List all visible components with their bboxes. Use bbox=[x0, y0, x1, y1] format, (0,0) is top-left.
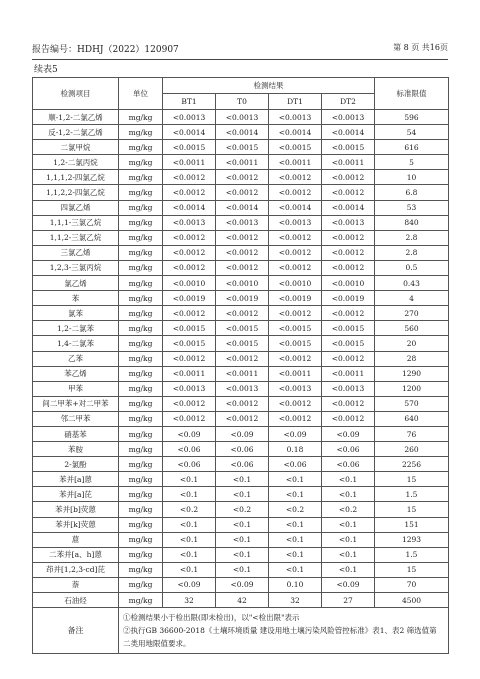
cell-value-bt1: <0.09 bbox=[163, 426, 216, 441]
cell-unit: mg/kg bbox=[119, 562, 163, 577]
cell-value-bt1: <0.1 bbox=[163, 472, 216, 487]
cell-value-bt1: <0.0015 bbox=[163, 336, 216, 351]
table-row bbox=[33, 170, 449, 185]
cell-limit: 2.8 bbox=[375, 245, 449, 260]
cell-value-dt2: <0.0014 bbox=[322, 200, 375, 215]
cell-item: 1,1,1,2-四氯乙烷 bbox=[33, 170, 119, 185]
cell-value-dt1: <0.0014 bbox=[269, 200, 322, 215]
cell-value-bt1: <0.0014 bbox=[163, 125, 216, 140]
cell-value-dt2: <0.0012 bbox=[322, 411, 375, 426]
cell-unit: mg/kg bbox=[119, 185, 163, 200]
cell-item: 氯乙烯 bbox=[33, 276, 119, 291]
cell-unit: mg/kg bbox=[119, 125, 163, 140]
cell-value-t0: <0.1 bbox=[216, 517, 269, 532]
cell-limit: 616 bbox=[375, 140, 449, 155]
cell-value-t0: <0.0012 bbox=[216, 260, 269, 275]
table-row bbox=[33, 502, 449, 517]
cell-item: 二氯甲烷 bbox=[33, 140, 119, 155]
table-row bbox=[33, 396, 449, 411]
cell-value-dt1: 0.10 bbox=[269, 577, 322, 592]
cell-unit: mg/kg bbox=[119, 577, 163, 592]
cell-limit: 260 bbox=[375, 442, 449, 457]
cell-value-bt1: <0.0010 bbox=[163, 276, 216, 291]
cell-limit: 53 bbox=[375, 200, 449, 215]
cell-unit: mg/kg bbox=[119, 245, 163, 260]
cell-unit: mg/kg bbox=[119, 426, 163, 441]
cell-item: 苯并[b]荧蒽 bbox=[33, 502, 119, 517]
notes-cell bbox=[119, 608, 449, 654]
col-header-item: 检测项目 bbox=[33, 78, 119, 110]
cell-value-dt1: <0.0015 bbox=[269, 140, 322, 155]
cell-value-dt1: <0.1 bbox=[269, 517, 322, 532]
cell-value-dt1: <0.0010 bbox=[269, 276, 322, 291]
cell-limit: 28 bbox=[375, 351, 449, 366]
cell-value-dt1: <0.0013 bbox=[269, 381, 322, 396]
header-rule bbox=[32, 59, 448, 60]
cell-value-dt2: <0.0014 bbox=[322, 125, 375, 140]
cell-item: 石油烃 bbox=[33, 593, 119, 608]
cell-value-bt1: <0.1 bbox=[163, 562, 216, 577]
cell-item: 氯苯 bbox=[33, 306, 119, 321]
table-row bbox=[33, 185, 449, 200]
cell-value-bt1: <0.1 bbox=[163, 532, 216, 547]
col-header-unit: 单位 bbox=[119, 78, 163, 110]
cell-unit: mg/kg bbox=[119, 457, 163, 472]
cell-unit: mg/kg bbox=[119, 306, 163, 321]
cell-value-bt1: <0.06 bbox=[163, 457, 216, 472]
cell-item: 间二甲苯+对二甲苯 bbox=[33, 396, 119, 411]
table-row bbox=[33, 517, 449, 532]
cell-value-t0: <0.0011 bbox=[216, 366, 269, 381]
cell-value-t0: <0.0015 bbox=[216, 321, 269, 336]
table-row bbox=[33, 562, 449, 577]
cell-item: 三氯乙烯 bbox=[33, 245, 119, 260]
cell-value-dt2: <0.0015 bbox=[322, 321, 375, 336]
cell-limit: 570 bbox=[375, 396, 449, 411]
cell-value-bt1: <0.0012 bbox=[163, 260, 216, 275]
cell-value-dt1: <0.0015 bbox=[269, 336, 322, 351]
table-row bbox=[33, 155, 449, 170]
cell-limit: 15 bbox=[375, 472, 449, 487]
cell-limit: 76 bbox=[375, 426, 449, 441]
cell-item: 1,1,2,2-四氯乙烷 bbox=[33, 185, 119, 200]
cell-limit: 640 bbox=[375, 411, 449, 426]
note-label: 备注 bbox=[33, 608, 119, 654]
cell-value-bt1: <0.0012 bbox=[163, 245, 216, 260]
cell-limit: 2.8 bbox=[375, 230, 449, 245]
cell-item: 顺-1,2-二氯乙烯 bbox=[33, 110, 119, 125]
cell-value-dt2: <0.0015 bbox=[322, 336, 375, 351]
table-row bbox=[33, 351, 449, 366]
cell-limit: 5 bbox=[375, 155, 449, 170]
page-info: 第 8 页 共16页 bbox=[393, 43, 448, 52]
cell-value-t0: <0.0013 bbox=[216, 110, 269, 125]
cell-value-bt1: <0.0012 bbox=[163, 170, 216, 185]
cell-value-dt1: <0.0012 bbox=[269, 185, 322, 200]
table-row bbox=[33, 110, 449, 125]
cell-unit: mg/kg bbox=[119, 140, 163, 155]
cell-value-dt2: <0.1 bbox=[322, 472, 375, 487]
cell-value-dt2: <0.0012 bbox=[322, 185, 375, 200]
cell-value-bt1: <0.0014 bbox=[163, 200, 216, 215]
cell-item: 苯并[a]芘 bbox=[33, 487, 119, 502]
col-header-dt2: DT2 bbox=[322, 94, 375, 110]
table-row bbox=[33, 487, 449, 502]
table-row bbox=[33, 230, 449, 245]
cell-value-dt1: <0.09 bbox=[269, 426, 322, 441]
cell-limit: 1290 bbox=[375, 366, 449, 381]
cell-value-dt1: <0.0011 bbox=[269, 155, 322, 170]
col-header-results: 检测结果 bbox=[163, 78, 375, 94]
cell-value-bt1: <0.0012 bbox=[163, 230, 216, 245]
cell-item: 2-氯酚 bbox=[33, 457, 119, 472]
cell-value-dt2: <0.0012 bbox=[322, 230, 375, 245]
cell-item: 苯并[a]蒽 bbox=[33, 472, 119, 487]
cell-value-t0: <0.0010 bbox=[216, 276, 269, 291]
cell-value-t0: <0.0011 bbox=[216, 155, 269, 170]
table-row bbox=[33, 547, 449, 562]
table-row bbox=[33, 411, 449, 426]
cell-item: 1,2-二氯丙烷 bbox=[33, 155, 119, 170]
cell-item: 反-1,2-二氯乙烯 bbox=[33, 125, 119, 140]
cell-unit: mg/kg bbox=[119, 593, 163, 608]
table-row bbox=[33, 366, 449, 381]
table-row bbox=[33, 200, 449, 215]
cell-value-t0: <0.0015 bbox=[216, 336, 269, 351]
cell-item: 苯并[k]荧蒽 bbox=[33, 517, 119, 532]
cell-unit: mg/kg bbox=[119, 291, 163, 306]
cell-value-dt1: <0.0014 bbox=[269, 125, 322, 140]
cell-value-dt1: <0.0012 bbox=[269, 306, 322, 321]
cell-limit: 596 bbox=[375, 110, 449, 125]
cell-value-t0: <0.1 bbox=[216, 547, 269, 562]
cell-value-dt2: <0.0012 bbox=[322, 396, 375, 411]
cell-value-t0: 42 bbox=[216, 593, 269, 608]
cell-value-dt1: <0.1 bbox=[269, 472, 322, 487]
cell-value-dt2: <0.0010 bbox=[322, 276, 375, 291]
cell-value-t0: <0.0012 bbox=[216, 245, 269, 260]
cell-value-dt2: <0.0013 bbox=[322, 215, 375, 230]
cell-value-dt2: <0.0013 bbox=[322, 110, 375, 125]
cell-unit: mg/kg bbox=[119, 200, 163, 215]
cell-unit: mg/kg bbox=[119, 170, 163, 185]
cell-item: 苯 bbox=[33, 291, 119, 306]
cell-value-dt1: <0.1 bbox=[269, 532, 322, 547]
cell-value-bt1: <0.0015 bbox=[163, 140, 216, 155]
table-row bbox=[33, 260, 449, 275]
cell-value-dt2: <0.2 bbox=[322, 502, 375, 517]
table-row bbox=[33, 442, 449, 457]
cell-value-bt1: <0.0012 bbox=[163, 351, 216, 366]
cell-unit: mg/kg bbox=[119, 351, 163, 366]
cell-unit: mg/kg bbox=[119, 155, 163, 170]
cell-value-dt1: <0.0012 bbox=[269, 351, 322, 366]
cell-value-t0: <0.06 bbox=[216, 442, 269, 457]
cell-value-dt1: <0.0012 bbox=[269, 260, 322, 275]
table-row bbox=[33, 215, 449, 230]
cell-unit: mg/kg bbox=[119, 215, 163, 230]
cell-limit: 15 bbox=[375, 502, 449, 517]
cell-unit: mg/kg bbox=[119, 336, 163, 351]
cell-value-dt2: <0.09 bbox=[322, 577, 375, 592]
cell-limit: 840 bbox=[375, 215, 449, 230]
cell-value-t0: <0.0012 bbox=[216, 351, 269, 366]
cell-value-dt1: <0.0012 bbox=[269, 230, 322, 245]
table-row bbox=[33, 306, 449, 321]
cell-limit: 20 bbox=[375, 336, 449, 351]
cell-value-dt1: <0.1 bbox=[269, 562, 322, 577]
cell-limit: 54 bbox=[375, 125, 449, 140]
cell-value-t0: <0.1 bbox=[216, 562, 269, 577]
cell-value-t0: <0.0019 bbox=[216, 291, 269, 306]
cell-value-dt2: <0.0013 bbox=[322, 381, 375, 396]
cell-value-dt2: <0.1 bbox=[322, 547, 375, 562]
cell-limit: 6.8 bbox=[375, 185, 449, 200]
cell-limit: 270 bbox=[375, 306, 449, 321]
cell-limit: 1293 bbox=[375, 532, 449, 547]
cell-unit: mg/kg bbox=[119, 487, 163, 502]
cell-value-t0: <0.0012 bbox=[216, 396, 269, 411]
cell-item: 1,2-二氯苯 bbox=[33, 321, 119, 336]
col-header-t0: T0 bbox=[216, 94, 269, 110]
cell-value-dt1: <0.0011 bbox=[269, 366, 322, 381]
cell-item: 1,2,3-三氯丙烷 bbox=[33, 260, 119, 275]
cell-value-dt1: <0.0012 bbox=[269, 411, 322, 426]
cell-value-dt1: 32 bbox=[269, 593, 322, 608]
cell-value-dt2: <0.0012 bbox=[322, 245, 375, 260]
cell-value-t0: <0.0012 bbox=[216, 306, 269, 321]
cell-value-t0: <0.09 bbox=[216, 426, 269, 441]
cell-value-bt1: <0.0012 bbox=[163, 185, 216, 200]
cell-value-bt1: <0.0013 bbox=[163, 110, 216, 125]
cell-value-dt2: <0.0012 bbox=[322, 351, 375, 366]
cell-unit: mg/kg bbox=[119, 321, 163, 336]
cell-item: 苯乙烯 bbox=[33, 366, 119, 381]
cell-value-dt2: <0.0012 bbox=[322, 260, 375, 275]
cell-value-dt1: 0.18 bbox=[269, 442, 322, 457]
cell-value-dt1: <0.1 bbox=[269, 547, 322, 562]
cell-limit: 151 bbox=[375, 517, 449, 532]
note-2: ②执行GB 36600-2018《土壤环境质量 建设用地土壤污染风险管控标准》表1、表2 筛选值第二类用地限值要求。 bbox=[123, 626, 437, 649]
cell-limit: 4500 bbox=[375, 593, 449, 608]
cell-value-bt1: <0.1 bbox=[163, 517, 216, 532]
table-row bbox=[33, 276, 449, 291]
table-row bbox=[33, 381, 449, 396]
col-header-dt1: DT1 bbox=[269, 94, 322, 110]
cell-value-dt1: <0.2 bbox=[269, 502, 322, 517]
cell-value-t0: <0.2 bbox=[216, 502, 269, 517]
cell-value-bt1: <0.0012 bbox=[163, 396, 216, 411]
table-row bbox=[33, 532, 449, 547]
results-table bbox=[32, 77, 449, 654]
cell-value-t0: <0.09 bbox=[216, 577, 269, 592]
cell-value-dt1: <0.0013 bbox=[269, 215, 322, 230]
table-row bbox=[33, 321, 449, 336]
cell-value-t0: <0.0012 bbox=[216, 185, 269, 200]
cell-item: 苯胺 bbox=[33, 442, 119, 457]
cell-limit: 10 bbox=[375, 170, 449, 185]
note-1: ①检测结果小于检出限(即未检出)，以"<检出限"表示 bbox=[123, 613, 300, 623]
cell-value-bt1: <0.0011 bbox=[163, 155, 216, 170]
cell-unit: mg/kg bbox=[119, 110, 163, 125]
cell-value-dt1: <0.0012 bbox=[269, 170, 322, 185]
cell-value-t0: <0.1 bbox=[216, 532, 269, 547]
cell-limit: 1.5 bbox=[375, 547, 449, 562]
cell-unit: mg/kg bbox=[119, 276, 163, 291]
cell-value-bt1: <0.1 bbox=[163, 547, 216, 562]
cell-unit: mg/kg bbox=[119, 547, 163, 562]
table-row bbox=[33, 593, 449, 608]
cell-unit: mg/kg bbox=[119, 472, 163, 487]
cell-limit: 560 bbox=[375, 321, 449, 336]
cell-value-bt1: 32 bbox=[163, 593, 216, 608]
cell-item: 乙苯 bbox=[33, 351, 119, 366]
cell-limit: 1200 bbox=[375, 381, 449, 396]
cell-item: 1,4-二氯苯 bbox=[33, 336, 119, 351]
table-row bbox=[33, 291, 449, 306]
cell-unit: mg/kg bbox=[119, 366, 163, 381]
cell-value-dt2: <0.1 bbox=[322, 487, 375, 502]
table-row bbox=[33, 577, 449, 592]
cell-value-dt2: <0.1 bbox=[322, 532, 375, 547]
cell-value-dt2: <0.0012 bbox=[322, 170, 375, 185]
table-row bbox=[33, 426, 449, 441]
page-header bbox=[32, 40, 448, 56]
cell-value-bt1: <0.09 bbox=[163, 577, 216, 592]
cell-value-bt1: <0.0012 bbox=[163, 411, 216, 426]
table-row bbox=[33, 125, 449, 140]
cell-value-bt1: <0.0013 bbox=[163, 215, 216, 230]
cell-value-t0: <0.0013 bbox=[216, 381, 269, 396]
cell-limit: 70 bbox=[375, 577, 449, 592]
table-row bbox=[33, 472, 449, 487]
cell-value-dt1: <0.0015 bbox=[269, 321, 322, 336]
cell-item: 萘 bbox=[33, 577, 119, 592]
cell-value-dt2: <0.1 bbox=[322, 517, 375, 532]
cell-value-t0: <0.1 bbox=[216, 472, 269, 487]
cell-value-t0: <0.0014 bbox=[216, 200, 269, 215]
cell-limit: 2256 bbox=[375, 457, 449, 472]
col-header-bt1: BT1 bbox=[163, 94, 216, 110]
cell-unit: mg/kg bbox=[119, 532, 163, 547]
table-row bbox=[33, 140, 449, 155]
cell-value-bt1: <0.0012 bbox=[163, 306, 216, 321]
cell-value-t0: <0.1 bbox=[216, 487, 269, 502]
cell-unit: mg/kg bbox=[119, 396, 163, 411]
cell-value-t0: <0.0013 bbox=[216, 215, 269, 230]
cell-item: 1,1,2-三氯乙烷 bbox=[33, 230, 119, 245]
table-row bbox=[33, 336, 449, 351]
report-number: 报告编号：HDHJ（2022）120907 bbox=[32, 45, 179, 55]
cell-value-t0: <0.0012 bbox=[216, 411, 269, 426]
cell-value-dt2: <0.06 bbox=[322, 457, 375, 472]
cell-unit: mg/kg bbox=[119, 517, 163, 532]
cell-limit: 1.5 bbox=[375, 487, 449, 502]
cell-value-t0: <0.0012 bbox=[216, 170, 269, 185]
cell-unit: mg/kg bbox=[119, 260, 163, 275]
cell-item: 邻二甲苯 bbox=[33, 411, 119, 426]
cell-limit: 0.43 bbox=[375, 276, 449, 291]
cell-unit: mg/kg bbox=[119, 442, 163, 457]
cell-value-t0: <0.0014 bbox=[216, 125, 269, 140]
cell-value-dt2: <0.0015 bbox=[322, 140, 375, 155]
cell-value-dt1: <0.0019 bbox=[269, 291, 322, 306]
cell-value-dt2: <0.0019 bbox=[322, 291, 375, 306]
cell-value-bt1: <0.0011 bbox=[163, 366, 216, 381]
cell-value-dt1: <0.0012 bbox=[269, 396, 322, 411]
cell-value-bt1: <0.2 bbox=[163, 502, 216, 517]
cell-value-bt1: <0.0019 bbox=[163, 291, 216, 306]
table-caption: 续表5 bbox=[34, 65, 58, 75]
cell-value-dt2: <0.1 bbox=[322, 562, 375, 577]
cell-value-bt1: <0.1 bbox=[163, 487, 216, 502]
cell-value-bt1: <0.06 bbox=[163, 442, 216, 457]
cell-unit: mg/kg bbox=[119, 411, 163, 426]
cell-value-dt1: <0.0013 bbox=[269, 110, 322, 125]
cell-value-dt1: <0.1 bbox=[269, 487, 322, 502]
cell-limit: 0.5 bbox=[375, 260, 449, 275]
cell-item: 茚并[1,2,3-cd]芘 bbox=[33, 562, 119, 577]
cell-value-t0: <0.0012 bbox=[216, 230, 269, 245]
cell-value-dt2: <0.0011 bbox=[322, 366, 375, 381]
cell-item: 1,1,1-三氯乙烷 bbox=[33, 215, 119, 230]
cell-value-dt2: <0.0011 bbox=[322, 155, 375, 170]
cell-unit: mg/kg bbox=[119, 381, 163, 396]
cell-item: 四氯乙烯 bbox=[33, 200, 119, 215]
cell-value-dt2: <0.0012 bbox=[322, 306, 375, 321]
cell-value-dt1: <0.06 bbox=[269, 457, 322, 472]
cell-item: 䓛 bbox=[33, 532, 119, 547]
cell-value-dt1: <0.0012 bbox=[269, 245, 322, 260]
cell-value-t0: <0.0015 bbox=[216, 140, 269, 155]
table-row bbox=[33, 457, 449, 472]
cell-value-dt2: <0.06 bbox=[322, 442, 375, 457]
cell-item: 硝基苯 bbox=[33, 426, 119, 441]
cell-item: 二苯并[a、h]蒽 bbox=[33, 547, 119, 562]
cell-item: 甲苯 bbox=[33, 381, 119, 396]
cell-value-dt2: <0.09 bbox=[322, 426, 375, 441]
cell-value-dt2: 27 bbox=[322, 593, 375, 608]
col-header-limit: 标准限值 bbox=[375, 78, 449, 110]
cell-value-bt1: <0.0013 bbox=[163, 381, 216, 396]
cell-unit: mg/kg bbox=[119, 230, 163, 245]
table-row bbox=[33, 245, 449, 260]
cell-unit: mg/kg bbox=[119, 502, 163, 517]
cell-value-bt1: <0.0015 bbox=[163, 321, 216, 336]
cell-limit: 4 bbox=[375, 291, 449, 306]
cell-limit: 15 bbox=[375, 562, 449, 577]
cell-value-t0: <0.06 bbox=[216, 457, 269, 472]
